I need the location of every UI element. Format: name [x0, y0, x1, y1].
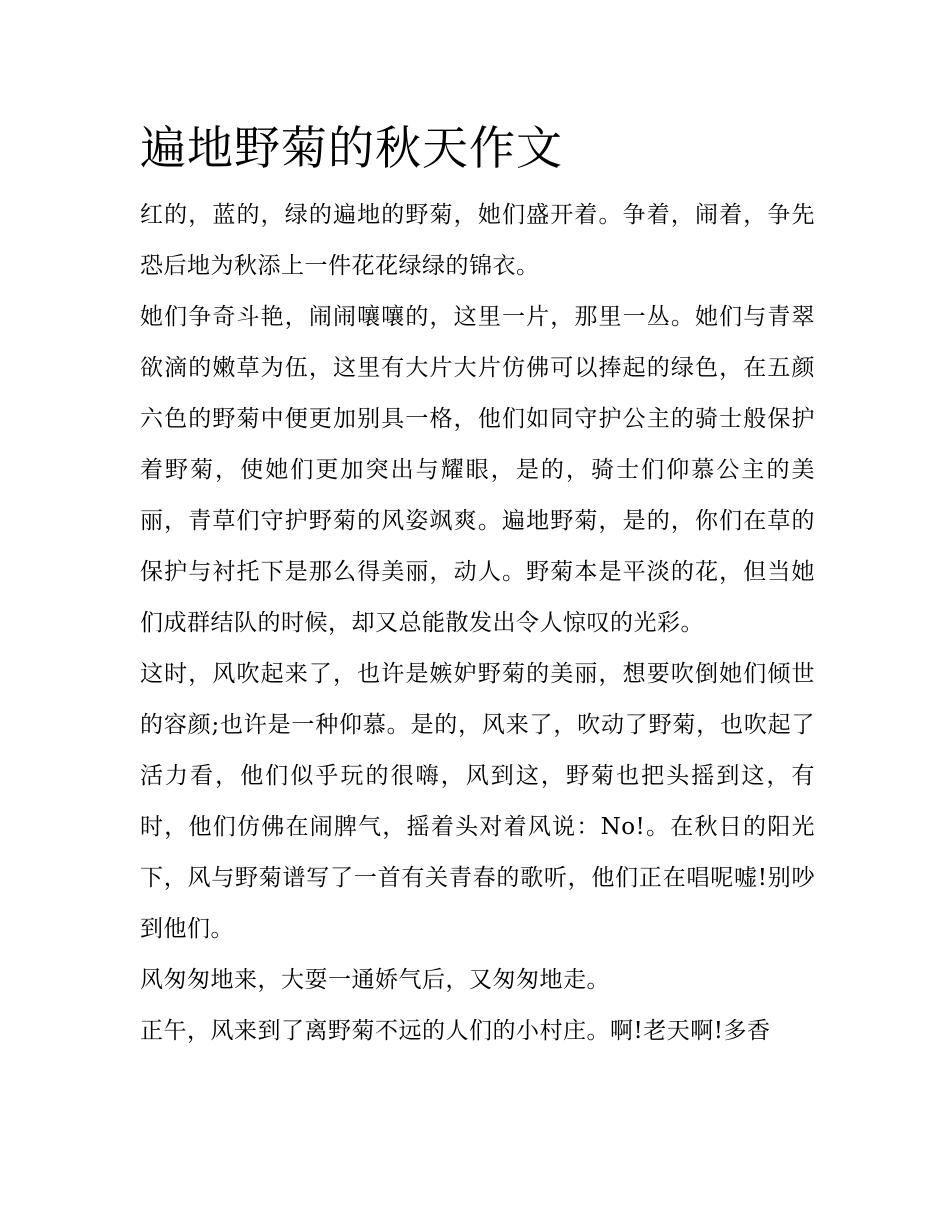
- document-body: [140, 114, 815, 1057]
- paragraph-5: 正午，风来到了离野菊不远的人们的小村庄。啊!老天啊!多香: [140, 1018, 771, 1044]
- document-title: 遍地野菊的秋天作文: [140, 121, 563, 175]
- paragraph-1: 红的，蓝的，绿的遍地的野菊，她们盛开着。争着，闹着，争先恐后地为秋添上一件花花绿绿的锦衣。: [140, 202, 815, 279]
- paragraph-3: 这时，风吹起来了，也许是嫉妒野菊的美丽，想要吹倒她们倾世的容颜;也许是一种仰慕。是的，风来了，吹动了野菊，也吹起了活力看，他们似乎玩的很嗨，风到这，野菊也把头摇到这，有时，他们仿佛在闹脾气，摇着头对着风说：No!。在秋日的阳光下，风与野菊谱写了一首有关青春的歌听，他们正在唱呢嘘!别吵到他们。: [140, 661, 815, 942]
- paragraph-4: 风匆匆地来，大耍一通娇气后，又匆匆地走。: [140, 967, 610, 993]
- paragraph-2: 她们争奇斗艳，闹闹嚷嚷的，这里一片，那里一丛。她们与青翠欲滴的嫩草为伍，这里有大片大片仿佛可以捧起的绿色，在五颜六色的野菊中便更加别具一格，他们如同守护公主的骑士般保护着野菊，使她们更加突出与耀眼，是的，骑士们仰慕公主的美丽，青草们守护野菊的风姿飒爽。遍地野菊，是的，你们在草的保护与衬托下是那么得美丽，动人。野菊本是平淡的花，但当她们成群结队的时候，却又总能散发出令人惊叹的光彩。: [140, 304, 815, 636]
